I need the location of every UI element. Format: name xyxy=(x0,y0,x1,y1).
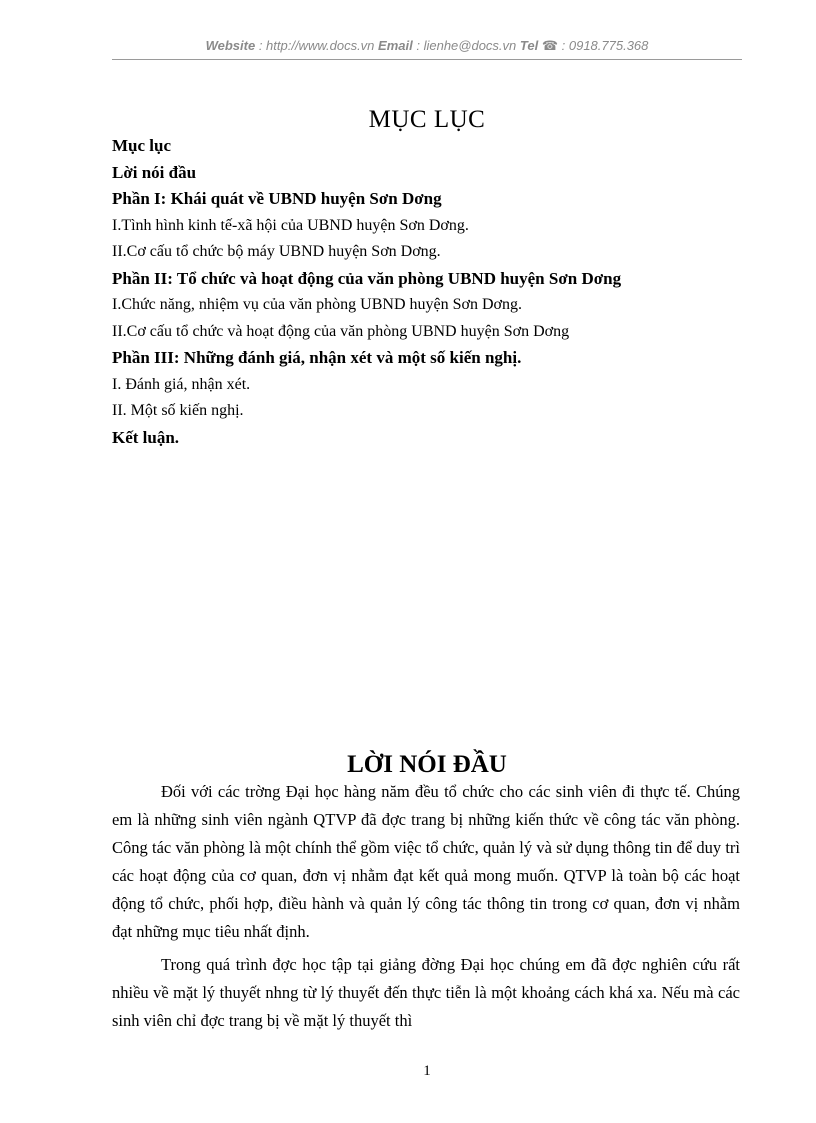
toc-item: Phần III: Những đánh giá, nhận xét và một số kiến nghị. xyxy=(112,348,522,367)
tel-value: ☎ : 0918.775.368 xyxy=(541,38,649,53)
toc-item: II. Một số kiến nghị. xyxy=(112,402,244,419)
toc-item: Kết luận. xyxy=(112,427,180,447)
toc-item: I.Tình hình kinh tế-xã hội của UBND huyện Sơn Dơng. xyxy=(112,216,469,234)
body-paragraph: Trong quá trình đợc học tập tại giảng đờng Đại học chúng em đã đợc nghiên cứu rất nhiều về mặt lý thuyết nhng từ lý thuyết đến thực tiễn là một khoảng cách khá xa. Nếu mà các sinh viên chỉ đợc trang bị về mặt lý thuyết thì xyxy=(112,955,740,1030)
toc-item: Mục lục xyxy=(112,136,172,155)
body-paragraph: Đối với các trờng Đại học hàng năm đều tổ chức cho các sinh viên đi thực tế. Chúng em là những sinh viên ngành QTVP đã đợc trang bị những kiến thức về công tác văn phòng. Công tác văn phòng là một chính thể gồm việc tổ chức, quản lý và sử dụng thông tin để duy trì các hoạt động của cơ quan, đơn vị nhằm đạt kết quả mong muốn. QTVP là toàn bộ các hoạt động tổ chức, phối hợp, điều hành và quản lý công tác thông tin trong cơ quan, đơn vị nhằm đạt những mục tiêu nhất định. xyxy=(112,782,740,941)
toc-item: II.Cơ cấu tổ chức bộ máy UBND huyện Sơn Dơng. xyxy=(112,243,441,260)
introduction-title: LỜI NÓI ĐẦU xyxy=(347,751,507,778)
website-value: : http://www.docs.vn xyxy=(258,38,375,53)
header-divider xyxy=(112,59,742,60)
email-value: : lienhe@docs.vn xyxy=(416,38,517,53)
page-header xyxy=(112,38,742,54)
toc-item: I.Chức năng, nhiệm vụ của văn phòng UBND huyện Sơn Dơng. xyxy=(112,296,522,313)
page-number: 1 xyxy=(423,1063,431,1079)
website-label: Website xyxy=(205,38,256,53)
toc-item: Phần II: Tổ chức và hoạt động của văn phòng UBND huyện Sơn Dơng xyxy=(112,268,622,288)
toc-item: I. Đánh giá, nhận xét. xyxy=(112,375,251,393)
toc-item: Phần I: Khái quát về UBND huyện Sơn Dơng xyxy=(112,189,442,208)
introduction-body xyxy=(112,778,740,1040)
table-of-contents xyxy=(112,133,712,451)
toc-item: II.Cơ cấu tổ chức và hoạt động của văn phòng UBND huyện Sơn Dơng xyxy=(112,322,570,340)
toc-title: MỤC LỤC xyxy=(368,106,486,133)
tel-label: Tel xyxy=(519,38,539,53)
toc-item: Lời nói đầu xyxy=(112,162,197,182)
email-label: Email xyxy=(378,38,413,53)
